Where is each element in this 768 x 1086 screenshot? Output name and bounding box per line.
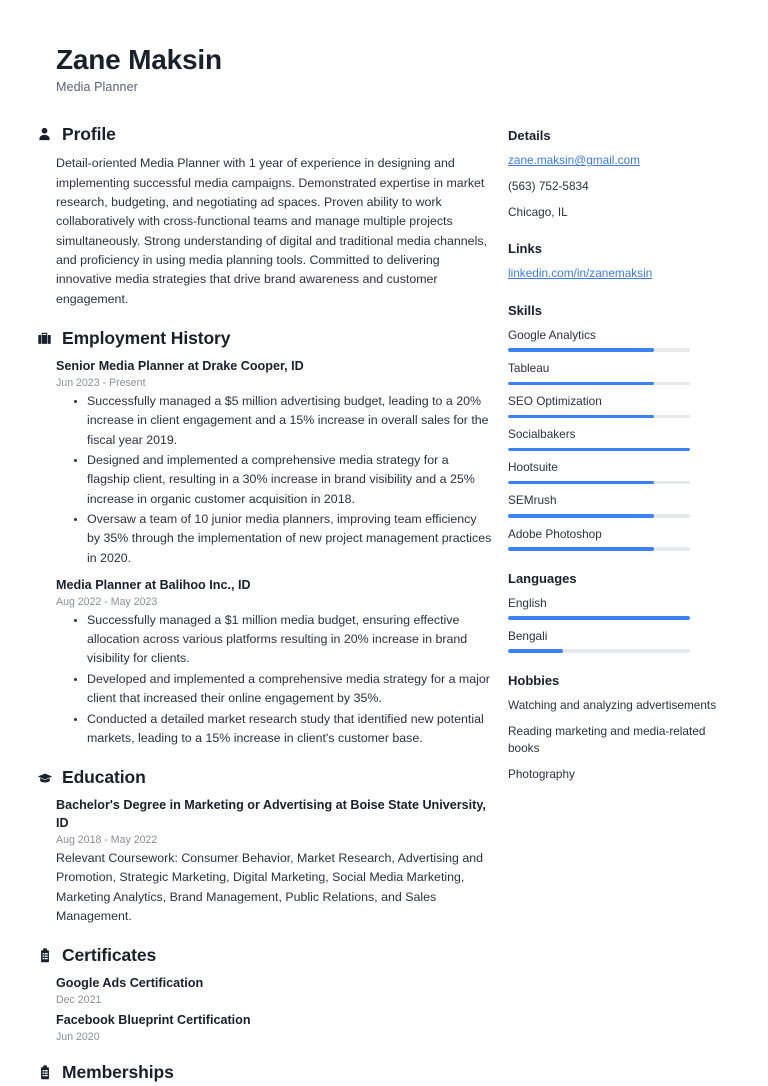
employment-entry [56, 577, 492, 748]
skill-bar-track [508, 547, 690, 551]
entry-bullets [56, 392, 492, 568]
section-body-employment [36, 358, 492, 748]
language-bar-fill [508, 649, 563, 653]
bullet-item: Successfully managed a $1 million media budget, ensuring effective allocation across various platforms resulting in 20% increase in brand visibility for clients. [74, 611, 492, 669]
skill-bar-fill [508, 382, 654, 386]
sidebar-title-links: Links [508, 241, 542, 257]
skill-label: SEMrush [508, 493, 557, 508]
section-title-memberships: Memberships [62, 1062, 174, 1083]
education-entry [56, 797, 492, 926]
section-header-certificates [36, 945, 492, 966]
language-item [508, 595, 720, 620]
sidebar-block-links [508, 241, 720, 283]
section-title-employment: Employment History [62, 327, 231, 348]
sidebar-block-skills [508, 303, 720, 551]
language-bar-fill [508, 616, 690, 620]
skill-label: Google Analytics [508, 327, 596, 342]
sidebar-title-hobbies: Hobbies [508, 672, 560, 688]
language-bar-track [508, 649, 690, 653]
entry-title: Facebook Blueprint Certification [56, 1013, 251, 1028]
skill-bar-fill [508, 348, 654, 352]
section-employment-history [36, 328, 492, 748]
skill-bar-fill [508, 481, 654, 485]
section-memberships [36, 1062, 492, 1083]
sidebar-title-skills: Skills [508, 302, 542, 318]
skill-label: Socialbakers [508, 427, 576, 442]
section-profile [36, 124, 492, 309]
entry-title: Bachelor's Degree in Marketing or Advertising at Boise State University, ID [56, 798, 486, 831]
employment-entry [56, 358, 492, 568]
certificate-entry [56, 1012, 492, 1043]
language-bar-track [508, 616, 690, 620]
email-link[interactable]: zane.maksin@gmail.com [508, 153, 640, 168]
entry-date: Jun 2023 - Present [56, 376, 146, 389]
skill-bar-track [508, 448, 690, 452]
entry-title: Google Ads Certification [56, 976, 204, 991]
entry-bullets [56, 611, 492, 748]
clipboard-icon [36, 1064, 53, 1081]
entry-date: Aug 2018 - May 2022 [56, 833, 158, 846]
page-title: Zane Maksin [56, 44, 222, 75]
skill-bar-track [508, 348, 690, 352]
skill-bar-track [508, 514, 690, 518]
skill-bar-track [508, 481, 690, 485]
language-label: English [508, 595, 547, 610]
main-column [36, 124, 492, 1086]
skill-item [508, 327, 720, 352]
sidebar-title-details: Details [508, 128, 551, 144]
skill-label: Hootsuite [508, 460, 558, 475]
skill-bar-track [508, 415, 690, 419]
bullet-item: Conducted a detailed market research study that identified new potential markets, leading to a 15% increase in client's customer base. [74, 710, 492, 749]
skill-label: Adobe Photoshop [508, 526, 602, 541]
entry-date: Aug 2022 - May 2023 [56, 595, 158, 608]
skill-bar-fill [508, 448, 690, 452]
language-label: Bengali [508, 628, 548, 643]
bullet-item: Successfully managed a $5 million advertising budget, leading to a 20% increase in client engagement and a 15% increase in overall sales for the fiscal year 2019. [74, 392, 492, 450]
location-value: Chicago, IL [508, 204, 568, 219]
profile-text: Detail-oriented Media Planner with 1 year of experience in designing and implementing successful media campaigns. Demonstrated expertise in market research, budgeting, and negotiating ad spaces. Proven ability to work collaboratively with cross-functional teams and manage multiple projects simultaneously. Strong understanding of digital and traditional media channels, and proficiency in using media planning tools. Committed to delivering innovative media strategies that drive brand awareness and customer engagement. [56, 156, 487, 306]
resume-header [0, 0, 768, 94]
section-body-profile [36, 154, 492, 309]
skill-bar-fill [508, 514, 654, 518]
hobby-item: Photography [508, 767, 575, 782]
section-body-certificates [36, 975, 492, 1043]
sidebar-title-languages: Languages [508, 570, 577, 586]
linkedin-link[interactable]: linkedin.com/in/zanemaksin [508, 266, 653, 281]
section-body-education [36, 797, 492, 926]
section-title-profile: Profile [62, 124, 116, 145]
briefcase-icon [36, 330, 53, 347]
sidebar-column [508, 124, 720, 803]
skill-item [508, 426, 720, 451]
skill-item [508, 360, 720, 385]
certificate-entry [56, 975, 492, 1006]
section-header-profile [36, 124, 492, 145]
section-title-education: Education [62, 767, 146, 788]
sidebar-block-hobbies [508, 673, 720, 783]
section-header-employment [36, 328, 492, 349]
section-title-certificates: Certificates [62, 945, 157, 966]
resume-body [0, 124, 768, 1086]
skill-bar-track [508, 382, 690, 386]
entry-date: Jun 2020 [56, 1031, 100, 1044]
skill-item [508, 393, 720, 418]
entry-title: Senior Media Planner at Drake Cooper, ID [56, 358, 304, 373]
hobby-item: Watching and analyzing advertisements [508, 697, 717, 712]
user-icon [36, 126, 53, 143]
entry-title: Media Planner at Balihoo Inc., ID [56, 577, 251, 592]
language-item [508, 628, 720, 653]
skill-bar-fill [508, 547, 654, 551]
entry-date: Dec 2021 [56, 994, 102, 1007]
skill-item [508, 492, 720, 517]
skill-label: SEO Optimization [508, 394, 602, 409]
sidebar-block-details [508, 128, 720, 221]
sidebar-block-languages [508, 571, 720, 653]
skill-item [508, 526, 720, 551]
bullet-item: Developed and implemented a comprehensive media strategy for a major client that increased their online engagement by 35%. [74, 670, 492, 709]
skill-bar-fill [508, 415, 654, 419]
entry-description: Relevant Coursework: Consumer Behavior, Market Research, Advertising and Promotion, Strategic Marketing, Digital Marketing, Social Media Marketing, Marketing Analytics, Brand Management, Public Relations, and Sales Management. [56, 850, 483, 923]
section-education [36, 767, 492, 926]
skill-item [508, 459, 720, 484]
clipboard-icon [36, 947, 53, 964]
phone-value: (563) 752-5834 [508, 178, 589, 193]
section-certificates [36, 945, 492, 1043]
skill-label: Tableau [508, 361, 550, 376]
job-title: Media Planner [56, 80, 138, 95]
section-header-education [36, 767, 492, 788]
graduation-cap-icon [36, 769, 53, 786]
bullet-item: Designed and implemented a comprehensive media strategy for a flagship client, resulting in a 30% increase in brand visibility and a 25% increase in organic customer acquisition in 2018. [74, 451, 492, 509]
section-header-memberships [36, 1062, 492, 1083]
bullet-item: Oversaw a team of 10 junior media planners, improving team efficiency by 35% through the implementation of new project management practices in 2020. [74, 510, 492, 568]
hobby-item: Reading marketing and media-related books [508, 724, 706, 756]
